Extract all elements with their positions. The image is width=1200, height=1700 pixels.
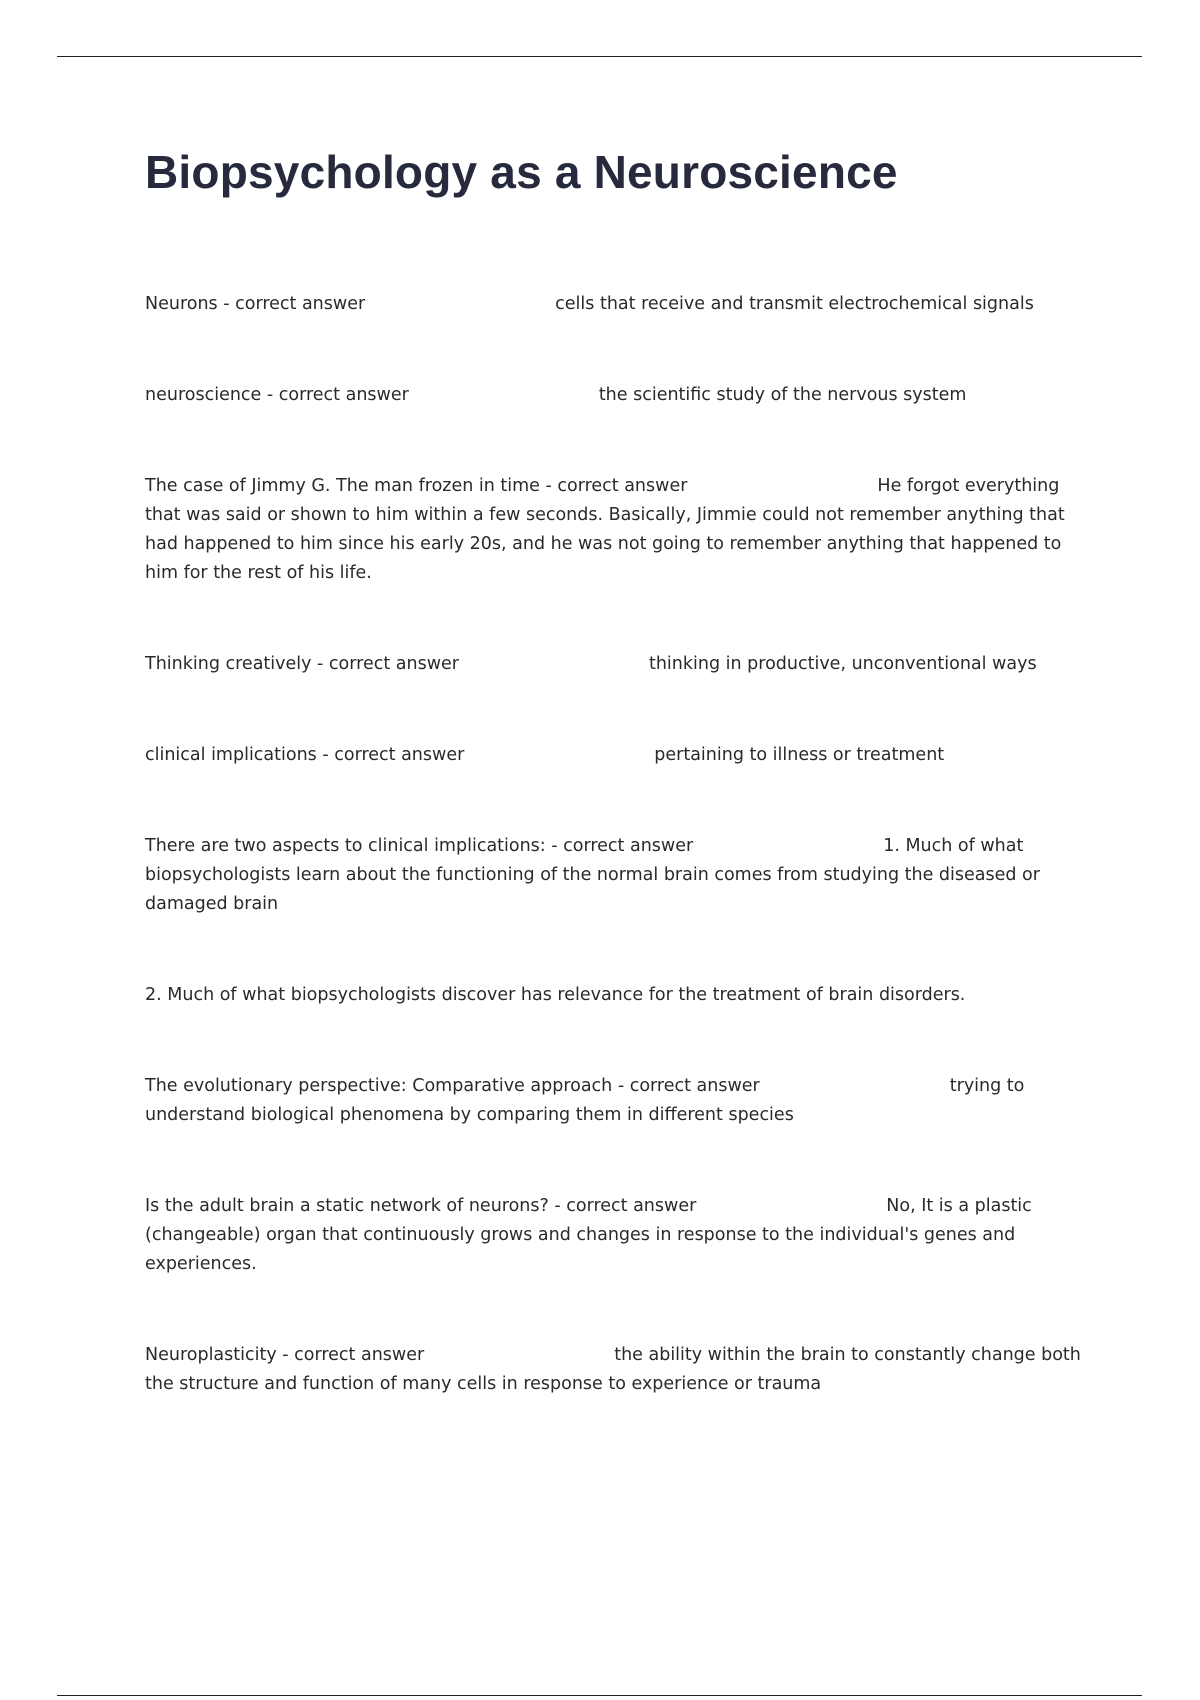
card-definition: cells that receive and transmit electrochemical signals: [555, 294, 1034, 314]
card-term: Neuroplasticity - correct answer: [145, 1345, 425, 1365]
card-definition: thinking in productive, unconventional ways: [648, 654, 1037, 674]
card-definition: No, It is a plastic (changeable) organ that continuously grows and changes in response to the individual's genes and experiences.: [145, 1196, 1032, 1274]
card-term: The evolutionary perspective: Comparative approach - correct answer: [145, 1076, 760, 1096]
card-term: clinical implications - correct answer: [145, 745, 465, 765]
flashcard: [145, 472, 1090, 588]
card-definition: the scientific study of the nervous system: [598, 385, 967, 405]
flashcard: [145, 1192, 1090, 1279]
card-term: Neurons - correct answer: [145, 294, 366, 314]
card-term: Thinking creatively - correct answer: [145, 654, 459, 674]
flashcard-list: [145, 290, 1090, 1461]
card-text: 2. Much of what biopsychologists discover has relevance for the treatment of brain disorders.: [145, 985, 966, 1005]
top-rule: [57, 56, 1142, 57]
flashcard-continuation: [145, 981, 1090, 1010]
card-definition: He forgot everything that was said or shown to him within a few seconds. Basically, Jimmie could not remember anything that had happened to him since his early 20s, and he was not going to remember anything that happened to him for the rest of his life.: [145, 476, 1065, 583]
flashcard: [145, 832, 1090, 919]
card-definition: trying to understand biological phenomena by comparing them in different species: [145, 1076, 1025, 1125]
card-definition: pertaining to illness or treatment: [654, 745, 945, 765]
bottom-rule: [57, 1695, 1142, 1696]
card-term: There are two aspects to clinical implications: - correct answer: [145, 836, 694, 856]
flashcard: [145, 741, 1090, 770]
card-term: Is the adult brain a static network of neurons? - correct answer: [145, 1196, 697, 1216]
flashcard: [145, 650, 1090, 679]
page-title: Biopsychology as a Neuroscience: [145, 146, 898, 198]
flashcard: [145, 381, 1090, 410]
flashcard: [145, 290, 1090, 319]
flashcard: [145, 1072, 1090, 1130]
card-definition: the ability within the brain to constantly change both the structure and function of many cells in response to experience or trauma: [145, 1345, 1081, 1394]
flashcard: [145, 1341, 1090, 1399]
card-term: neuroscience - correct answer: [145, 385, 409, 405]
card-definition: 1. Much of what biopsychologists learn about the functioning of the normal brain comes from studying the diseased or damaged brain: [145, 836, 1040, 914]
card-term: The case of Jimmy G. The man frozen in time - correct answer: [145, 476, 688, 496]
